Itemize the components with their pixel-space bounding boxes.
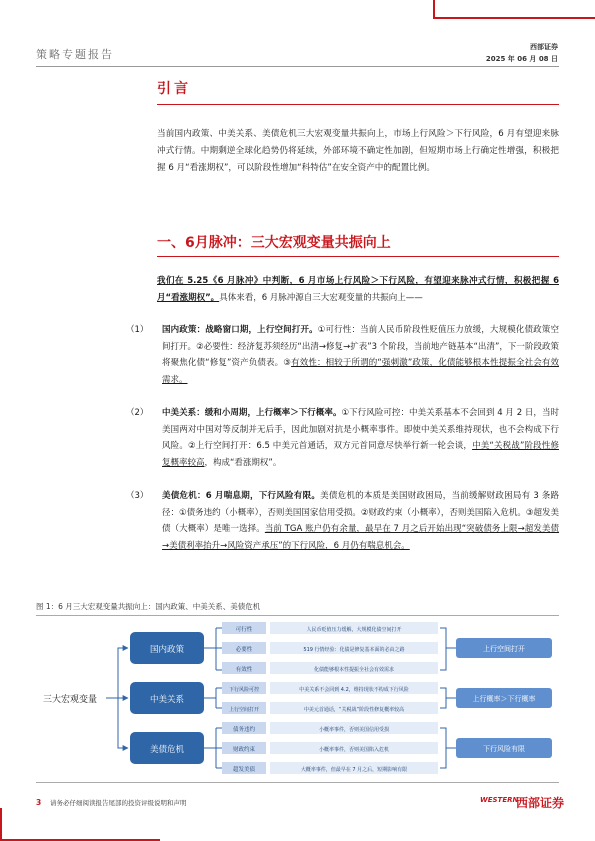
bracket-line — [440, 688, 456, 708]
list-item-body: 美债危机的本质是美国财政困局，当前缓解财政困局有 3 条路径：①债务违约（小概率），否则美国国家信用受损。②财政约束（小概率），否则美国陷入危机。③超发美债（大概率）是唯一选择。 — [162, 491, 559, 534]
group-label: 中美关系 — [149, 695, 185, 705]
list-item-body: ①下行风险可控：中美关系基本不会回到 4 月 2 日，当时美国两对中国对等反制并无后手，因此加剧对抗是小概率事件。即使中美关系维持现状，也不会构成下行风险。②上行空间打开：6.5 中美元首通话，双方元首同意尽快举行新一轮会谈， — [162, 408, 559, 451]
report-date: 2025 年 06 月 08 日 — [485, 55, 558, 63]
list-item-tail: ，构成“看涨期权”。 — [204, 457, 282, 468]
list-item-number: （3） — [126, 491, 149, 501]
bracket-line — [204, 628, 222, 670]
row-label: 有效性 — [235, 667, 253, 673]
row-desc: 小概率事件，否则美国信用受损 — [318, 727, 390, 733]
list-item — [126, 405, 559, 487]
row-desc: 中美关系不会回到 4.2，维持现状不构成下行风险 — [299, 687, 409, 693]
footer-disclaimer: 请务必仔细阅读报告尾部的投资评级说明和声明 — [50, 799, 187, 807]
row-desc: 人民币贬值压力缓解，大规模化债空间打开 — [306, 627, 402, 633]
row-label: 下行风险可控 — [228, 687, 260, 693]
lead-bold-text: 我们在 5.25《6 月脉冲》中判断，6 月市场上行风险＞下行风险，有望迎来脉冲式行情，积极把握 6 月“看涨期权”。 — [157, 276, 559, 303]
list-item-underline: 有效性：相较于所谓的“强刺激”政策，化债能够根本性提振全社会有效需求。 — [162, 358, 559, 385]
figure-top-divider — [36, 615, 559, 616]
list-item — [126, 488, 559, 570]
row-desc: 小概率事件，否则美国陷入危机 — [318, 747, 390, 753]
list-item-underline: 当前 TGA 账户仍有余量，最早在 7 月之后开始出现“突破债务上限→超发美债→美债利率抬升→风险资产承压”的下行风险，6 月仍有喘息机会。 — [162, 524, 559, 551]
corner-decoration-bottom — [0, 808, 2, 841]
header-divider — [36, 66, 559, 67]
list-item-number: （1） — [126, 325, 149, 335]
macro-variables-diagram — [36, 618, 559, 780]
connector-line — [118, 698, 128, 748]
row-label: 超发美债 — [232, 767, 256, 773]
section-divider — [157, 256, 559, 257]
footer-logo-english: WESTERN — [480, 796, 519, 804]
list-item-text — [162, 488, 559, 554]
intro-divider — [157, 104, 559, 105]
row-desc: 大概率事件，但最早在 7 月之后，短期影响有限 — [300, 767, 408, 773]
list-item-bold: 中美关系：缓和小周期，上行概率＞下行概率。 — [162, 408, 342, 418]
list-item-bold: 美债危机：6 月喘息期，下行风险有限。 — [162, 491, 321, 501]
corner-decoration-top-line — [433, 17, 595, 19]
lead-paragraph — [157, 273, 559, 306]
diagram-root-label: 三大宏观变量 — [42, 695, 98, 705]
list-item-text — [162, 322, 559, 388]
row-label: 可行性 — [235, 627, 253, 633]
page-number: 3 — [36, 798, 42, 807]
intro-heading: 引言 — [157, 81, 191, 97]
row-label: 必要性 — [235, 647, 253, 653]
footer-logo-chinese: 西部证券 — [516, 796, 565, 810]
bracket-line — [204, 728, 222, 768]
group-label: 美债危机 — [149, 745, 185, 755]
row-desc: 中美元首通话，“关税战”阶段性修复概率较高 — [303, 707, 405, 713]
list-item-text — [162, 405, 559, 471]
corner-decoration-top — [433, 0, 435, 18]
result-label: 下行风险有限 — [483, 745, 525, 753]
group-label: 国内政策 — [149, 645, 185, 655]
connector-line — [106, 648, 128, 698]
lead-text: 具体来看，6 月脉冲源自三大宏观变量的共振向上—— — [219, 292, 423, 303]
list-item-bold: 国内政策：战略窗口期，上行空间打开。 — [162, 325, 318, 335]
row-label: 债务违约 — [232, 727, 256, 733]
result-label: 上行空间打开 — [483, 645, 525, 653]
list-item — [126, 322, 559, 404]
list-item-body: ①可行性：当前人民币阶段性贬值压力放缓，大规模化债政策空间打开。②必要性：经济复苏须经历“出清→修复→扩表”3 个阶段，当前地产链基本“出清”，下一阶段政策将聚焦化债“修复”资产负债表。③ — [162, 325, 559, 368]
row-desc: 519 行情经验：化债是修复基本面的必由之路 — [303, 647, 405, 653]
intro-paragraph: 当前国内政策、中美关系、美债危机三大宏观变量共振向上，市场上行风险＞下行风险，6 月有望迎来脉冲式行情。中期剩逆全球化趋势仍将延续，外部环境不确定性加剧，但短期市场上行确定性增强，积极把握 6 月“看涨期权”，可以阶段性增加“科特估”在安全资产中的配置比例。 — [157, 129, 559, 173]
section-heading: 一、6月脉冲：三大宏观变量共振向上 — [157, 235, 391, 251]
list-item-underline: 中美“关税战”阶段性修复概率较高 — [162, 441, 560, 468]
row-label: 财政约束 — [232, 747, 256, 753]
result-label: 上行概率＞下行概率 — [472, 695, 536, 703]
bracket-line — [440, 628, 456, 670]
bracket-line — [204, 688, 222, 708]
report-type-title: 策略专题报告 — [36, 48, 114, 61]
bracket-line — [440, 728, 456, 768]
row-label: 上行空间打开 — [228, 707, 260, 713]
figure-caption: 图 1：6 月三大宏观变量共振向上：国内政策、中美关系、美债危机 — [36, 602, 261, 611]
list-item-number: （2） — [126, 408, 149, 418]
brand-name: 西部证券 — [530, 43, 558, 51]
row-desc: 化债能够根本性提振全社会有效需求 — [313, 667, 395, 673]
figure-bottom-divider — [36, 782, 559, 783]
